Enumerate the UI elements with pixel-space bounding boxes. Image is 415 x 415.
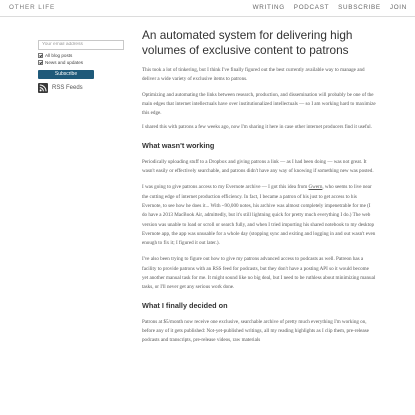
paragraph-text: I was going to give patrons access to my Evernote archive — I got this idea from [142,184,309,191]
gwern-link[interactable]: Gwern [308,184,323,191]
all-posts-label: All blog posts [45,53,73,58]
nav-subscribe-link[interactable]: SUBSCRIBE [338,4,381,11]
nav-join-link[interactable]: JOIN [389,4,407,11]
post-paragraph: I've also been trying to figure out how to give my patrons advanced access to podcasts as well. Patreon has a facility to provide patrons with an RSS feed for podcasts, but they don't have a posting API so it would become yet another manual task for me. It might sound like no big deal, but I need to be ruthless about minimizing manual tasks, or I'll never get any serious work done. [142,256,376,291]
news-updates-label: News and updates [45,60,84,65]
post-content [142,28,376,346]
post-paragraph [142,183,376,248]
site-title-link[interactable]: OTHER LIFE [9,4,56,11]
post-paragraph: Optimizing and automating the links between research, production, and dissemination will probably be one of the main edges that internet intellectuals have over institutionalized intellectuals — so I am working hard to maximize this edge. [142,91,376,117]
rss-feeds-link[interactable] [38,83,83,93]
main-nav [253,4,407,11]
paragraph-text: , who seems to live near the cutting edge of internet production efficiency. In fact, I became a patron of his just to get access to his Evernote, to see how he does it... With ~90,000 notes, his archive was almost completely impenetrable for me (I do have a 2013 MacBook Air, admittedly, but it's still lightning quick for pretty much everything I do.) The web version was unable to load or scroll or search fully, and when I tried importing his shared notebook to my desktop Evernote app, the app was unusable for a whole day (stopping sync and exiting and logging in and out wasn't even enough to fix it; I figured it out later.). [142,184,376,247]
rss-feeds-label: RSS Feeds [52,85,83,91]
post-paragraph: Periodically uploading stuff to a Dropbox and giving patrons a link — as I had been doing — was not great. It wasn't easily or effectively searchable, and patrons didn't have any way of knowing if something new was posted. [142,158,374,175]
all-posts-checkbox[interactable] [38,53,43,58]
post-paragraph: This took a lot of tinkering, but I think I've finally figured out the best currently available way to manage and deliver a wide variety of exclusive items to patrons. [142,67,365,83]
checkbox-row-all-posts[interactable] [38,53,124,58]
nav-writing-link[interactable]: WRITING [252,4,285,11]
section-heading-what-wasnt-working: What wasn't working [142,140,215,150]
checkbox-row-news[interactable] [38,60,124,65]
post-paragraph: Patrons at $5/month now receive one exclusive, searchable archive of pretty much everything I'm working on, before any of it gets published: Not-yet-published writings, all my reading highlights as I clip them, pre-release podcasts and transcripts, pre-release videos, raw materials [142,318,369,344]
email-field[interactable] [38,40,124,50]
section-heading-what-i-decided: What I finally decided on [142,300,228,310]
subscribe-button[interactable]: Subscribe [38,70,94,79]
post-title: An automated system for delivering high volumes of exclusive content to patrons [142,28,353,57]
news-updates-checkbox[interactable] [38,60,43,65]
subscribe-sidebar [38,32,124,79]
rss-icon [38,83,48,93]
post-paragraph: I shared this with patrons a few weeks ago, now I'm sharing it here in case other internet producers find it useful. [142,124,372,131]
nav-podcast-link[interactable]: PODCAST [293,4,330,11]
top-bar [0,0,415,17]
